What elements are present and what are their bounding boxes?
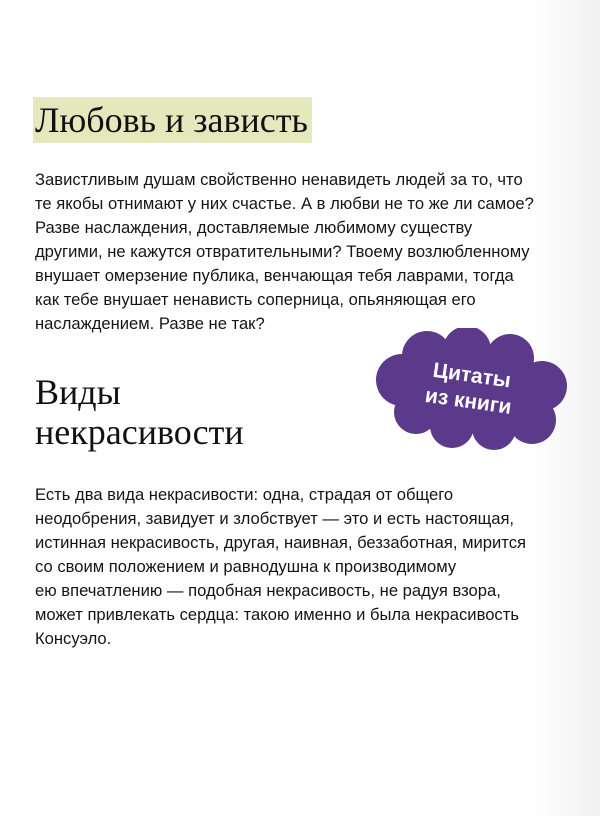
section-text-ugliness: Есть два вида некрасивости: одна, страдая от общего неодобрения, завидует и злобствует — это и есть настоящая, истинная некрасивость, другая, наивная, беззаботная, мирится со своим положением и равнодушна к производимому ею впечатлению — подобная некрасивость, не радуя взора, может привлекать сердца: такою именно и была некрасивость Консуэло. xyxy=(35,485,526,648)
quotes-badge[interactable] xyxy=(372,328,568,450)
quotes-badge-line1: Цитаты xyxy=(431,358,513,393)
quotes-badge-line2: из книги xyxy=(423,383,513,419)
section-title-ugliness: Виды некрасивости xyxy=(35,372,244,452)
section-title-love-envy: Любовь и зависть xyxy=(33,97,312,143)
section-text-love-envy: Завистливым душам свойственно ненавидеть людей за то, что те якобы отнимают у них счастье. А в любви не то же ли самое? Разве наслаждения, доставляемые любимому существу другими, не кажутся отвратительными? Твоему возлюбленному внушает омерзение публика, венчающая тебя лаврами, тогда как тебе внушает ненависть соперница, опьяняющая его наслаждением. Разве не так? xyxy=(35,170,534,333)
